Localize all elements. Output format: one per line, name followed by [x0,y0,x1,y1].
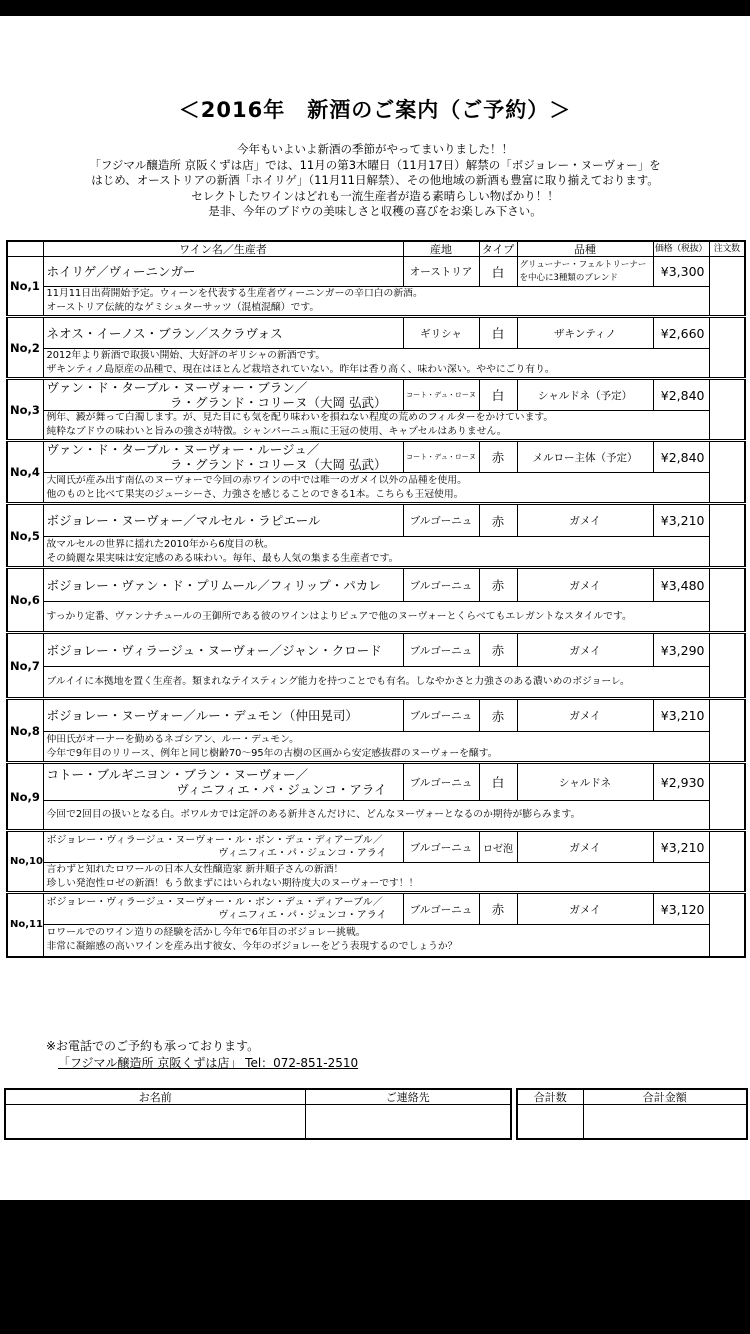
desc-line: 故マルセルの世界に揺れた2010年から6度目の秋。 [46,538,274,550]
desc-line: すっかり定番、ヴァンナチュールの王御所である彼のワインはよりピュアで他のヌーヴォーとくらべてもエレガントなスタイルです。 [46,610,632,622]
wine-type: 白 [479,257,517,287]
wine-producer-line: ヴィニフィエ・パ・ジュンコ・アライ [176,782,387,797]
wine-desc-row [7,411,745,441]
desc-line: 今回で2回目の扱いとなる白。ボワルカでは定評のある新井さんだけに、どんなヌーヴォーとなるのか期待が膨らみます。 [46,809,581,820]
desc-line: 2012年より新酒で取扱い開始、大好評のギリシャの新酒です。 [46,350,326,361]
wine-number: No,5 [7,504,43,568]
wine-name [43,441,403,473]
wine-entry [7,699,745,763]
wine-entry [7,441,745,504]
wine-type: 赤 [479,568,517,602]
wine-entry [7,317,745,379]
desc-line: 大岡氏が産み出す南仏のヌーヴォーで今回の赤ワインの中では唯一のガメイ以外の品種を使用。 [46,474,467,486]
wine-name-line: コトー・ブルギニヨン・ブラン・ヌーヴォー／ [46,767,309,782]
header-no [7,241,43,257]
wine-desc-row [7,602,745,633]
desc-line: ロワールでのワイン造りの経験を活かし今年で6年目のボジョレー挑戦。 [46,927,366,939]
intro-line: セレクトしたワインはどれも一流生産者が造る素晴らしい物ばかり！！ [191,188,559,203]
header-region: 産地 [403,241,479,257]
wine-price: ¥3,480 [653,568,709,602]
order-qty-cell[interactable] [709,257,745,317]
order-qty-cell[interactable] [709,317,745,379]
wine-name: ボジョレー・ヴィラージュ・ヌーヴォー／ジャン・クロード [43,633,403,667]
wine-price: ¥3,210 [653,504,709,537]
wine-type: 赤 [479,633,517,667]
wine-region: コート・デュ・ローヌ [403,441,479,473]
order-sheet [0,16,750,1200]
wine-number: No,2 [7,317,43,379]
wine-number: No,8 [7,699,43,763]
count-label: 合計数 [517,1089,583,1105]
phone-note: ※お電話でのご予約も承っております。 [46,1039,260,1053]
wine-desc-row [7,287,745,317]
wine-main-row [7,379,745,411]
wine-main-row [7,633,745,667]
desc-line: 非常に凝縮感の高いワインを産み出す彼女、今年のボジョレーをどう表現するのでしょうか？ [46,941,458,953]
wine-number: No,3 [7,379,43,441]
table-header-row [7,241,745,257]
wine-region: ブルゴーニュ [403,763,479,801]
wine-price: ¥3,210 [653,699,709,732]
order-qty-cell[interactable] [709,699,745,763]
wine-desc-row [7,473,745,504]
wine-type: 白 [479,379,517,411]
wine-type: 白 [479,317,517,349]
wine-region: ブルゴーニュ [403,633,479,667]
wine-main-row [7,699,745,732]
wine-description [43,602,709,633]
wine-description [43,863,709,893]
wine-entry [7,763,745,831]
desc-line: 言わずと知れたロワールの日本人女性醸造家 新井順子さんの新酒！ [46,864,344,875]
wine-region: ブルゴーニュ [403,893,479,925]
order-qty-cell[interactable] [709,831,745,893]
order-qty-cell[interactable] [709,441,745,504]
wine-list-table [6,240,746,958]
desc-line: ブルイイに本拠地を置く生産者。類まれなテイスティング能力を持つことでも有名。しなやかさと力強さのある濃いめのボジョーレ。 [46,676,630,687]
wine-desc-row [7,863,745,893]
wine-main-row [7,441,745,473]
wine-main-row [7,317,745,349]
wine-region: ブルゴーニュ [403,504,479,537]
wine-number: No,6 [7,568,43,633]
wine-type: 赤 [479,699,517,732]
wine-entry [7,257,745,317]
wine-number: No,9 [7,763,43,831]
desc-line: 他のものと比べて果実のジューシーさ、力強さを感じることのできる1本。こちらも王冠使用。 [46,488,464,500]
wine-variety: メルロー主体（予定） [517,441,653,473]
wine-type: 赤 [479,441,517,473]
wine-variety: ガメイ [517,831,653,863]
wine-variety: ガメイ [517,633,653,667]
wine-name [43,379,403,411]
wine-price: ¥3,290 [653,633,709,667]
wine-region: ブルゴーニュ [403,699,479,732]
variety-line: グリューナー・フェルトリーナー [519,259,647,270]
wine-entry [7,633,745,699]
wine-price: ¥3,120 [653,893,709,925]
wine-main-row [7,893,745,925]
wine-number: No,4 [7,441,43,504]
wine-name [43,831,403,863]
wine-producer-line: ラ・グランド・コリーヌ（大岡 弘武） [170,395,387,410]
total-amount-field[interactable] [583,1105,747,1140]
wine-number: No,1 [7,257,43,317]
wine-desc-row [7,349,745,379]
header-name: ワイン名／生産者 [43,241,403,257]
wine-variety: ガメイ [517,568,653,602]
wine-name-line: ヴァン・ド・ターブル・ヌーヴォー・ブラン／ [46,380,308,395]
wine-entry [7,831,745,893]
intro-line: 今年もいよいよ新酒の季節がやってまいりました！！ [237,142,513,156]
wine-region: オーストリア [403,257,479,287]
desc-line: 11月11日出荷開始予定。ウィーンを代表する生産者ヴィーニンガーの辛口白の新酒。 [46,288,423,299]
intro-line: はじめ、オーストリアの新酒「ホイリゲ」（11月11日解禁）、その他地域の新酒も豊富に取り揃えております。 [91,173,659,187]
desc-line: 珍しい発泡性ロゼの新酒！もう飲まずにはいられない期待度大のヌーヴォーです！！ [46,878,419,889]
header-type: タイプ [479,241,517,257]
wine-description [43,349,709,379]
total-label: 合計金額 [583,1089,747,1105]
wine-type: 赤 [479,504,517,537]
wine-number: No,10 [7,831,43,893]
header-price: 価格（税抜） [653,241,709,257]
contact-label: ご連絡先 [305,1089,511,1105]
wine-description [43,732,709,763]
wine-name: ホイリゲ／ヴィーニンガー [43,257,403,287]
wine-desc-row [7,801,745,831]
total-count-field[interactable] [517,1105,583,1140]
desc-line: 今年で9年目のリリース、例年と同じ樹齢70～95年の古樹の区画から安定感抜群のヌーヴォーを醸す。 [46,747,498,759]
wine-main-row [7,504,745,537]
wine-name: ネオス・イーノス・ブラン／スクラヴォス [43,317,403,349]
wine-region: コート・デュ・ローヌ [403,379,479,411]
wine-entry [7,893,745,957]
wine-description [43,287,709,317]
wine-name [43,763,403,801]
wine-price: ¥2,660 [653,317,709,349]
wine-entry [7,568,745,633]
wine-variety: ガメイ [517,504,653,537]
order-qty-cell[interactable] [709,379,745,441]
order-qty-cell[interactable] [709,568,745,633]
wine-price: ¥2,930 [653,763,709,801]
wine-description [43,667,709,699]
wine-variety: ガメイ [517,893,653,925]
wine-name-line: ボジョレー・ヴィラージュ・ヌーヴォー・ル・ボン・デュ・ディアーブル／ [46,897,383,908]
wine-name-line: ヴァン・ド・ターブル・ヌーヴォー・ルージュ／ [46,442,320,457]
wine-producer-line: ラ・グランド・コリーヌ（大岡 弘武） [170,457,387,472]
totals-form [516,1088,748,1140]
wine-variety [517,257,653,287]
customer-contact-field[interactable] [305,1105,511,1140]
wine-price: ¥2,840 [653,379,709,411]
wine-type: 赤 [479,893,517,925]
wine-name: ボジョレー・ヌーヴォー／マルセル・ラピエール [43,504,403,537]
variety-line: を中心に3種類のブレンド [519,272,618,283]
wine-desc-row [7,537,745,568]
wine-variety: ガメイ [517,699,653,732]
wine-region: ギリシャ [403,317,479,349]
wine-price: ¥3,300 [653,257,709,287]
wine-description [43,801,709,831]
wine-type: ロゼ泡 [479,831,517,863]
customer-form [4,1088,512,1140]
wine-price: ¥3,210 [653,831,709,863]
wine-desc-row [7,732,745,763]
intro-line: 「フジマル醸造所 京阪くずは店」では、11月の第3木曜日（11月17日）解禁の「ボジョレー・ヌーヴォー」を [89,157,661,172]
header-order: 注文数 [709,241,745,257]
wine-region: ブルゴーニュ [403,568,479,602]
wine-number: No,11 [7,893,43,957]
wine-number: No,7 [7,633,43,699]
wine-description [43,473,709,504]
desc-line: ザキンティノ島原産の品種で、現在はほとんど栽培されていない。昨年は香り高く、味わい深い。ややにごり有り。 [46,364,555,375]
wine-main-row [7,763,745,801]
wine-description [43,411,709,441]
wine-description [43,537,709,568]
customer-name-field[interactable] [5,1105,305,1140]
wine-variety: ザキンティノ [517,317,653,349]
wine-producer-line: ヴィニフィエ・パ・ジュンコ・アライ [218,848,387,859]
order-qty-cell[interactable] [709,763,745,831]
wine-desc-row [7,925,745,957]
intro-line: 是非、今年のブドウの美味しさと収穫の喜びをお楽しみ下さい。 [208,204,542,218]
desc-line: 仲田氏がオーナーを勤めるネゴシアン、ルー・デュモン。 [46,733,299,745]
desc-line: その綺麗な果実味は安定感のある味わい。毎年、最も人気の集まる生産者です。 [46,552,399,564]
wine-variety: シャルドネ（予定） [517,379,653,411]
reservation-note [46,1038,358,1072]
name-label: お名前 [5,1089,305,1105]
intro-text [0,142,750,220]
wine-main-row [7,257,745,287]
desc-line: オーストリア伝統的なゲミシュターサッツ（混植混醸）です。 [46,302,320,313]
desc-line: 例年、澱が舞って白濁します。が、見た目にも気を配り味わいを損ねない程度の荒めのフィルターをかけています。 [46,412,554,423]
wine-name: ボジョレー・ヴァン・ド・プリムール／フィリップ・パカレ [43,568,403,602]
wine-desc-row [7,667,745,699]
wine-variety: シャルドネ [517,763,653,801]
shop-contact: 「フジマル醸造所 京阪くずは店」 Tel：072-851-2510 [58,1056,359,1070]
wine-description [43,925,709,957]
order-qty-cell[interactable] [709,893,745,957]
desc-line: 純粋なブドウの味わいと旨みの強さが特徴。シャンパーニュ瓶に王冠の使用、キャプセルはありません。 [46,426,507,437]
header-variety: 品種 [517,241,653,257]
wine-name: ボジョレー・ヌーヴォー／ルー・デュモン（仲田晃司） [43,699,403,732]
order-qty-cell[interactable] [709,633,745,699]
page-title: ＜2016年 新酒のご案内（ご予約）＞ [178,98,572,122]
wine-region: ブルゴーニュ [403,831,479,863]
wine-price: ¥2,840 [653,441,709,473]
wine-name-line: ボジョレー・ヴィラージュ・ヌーヴォー・ル・ボン・デュ・ディアーブル／ [46,835,383,846]
wine-main-row [7,831,745,863]
wine-name [43,893,403,925]
wine-type: 白 [479,763,517,801]
wine-producer-line: ヴィニフィエ・パ・ジュンコ・アライ [218,910,387,921]
wine-main-row [7,568,745,602]
order-qty-cell[interactable] [709,504,745,568]
wine-entry [7,379,745,441]
wine-entry [7,504,745,568]
